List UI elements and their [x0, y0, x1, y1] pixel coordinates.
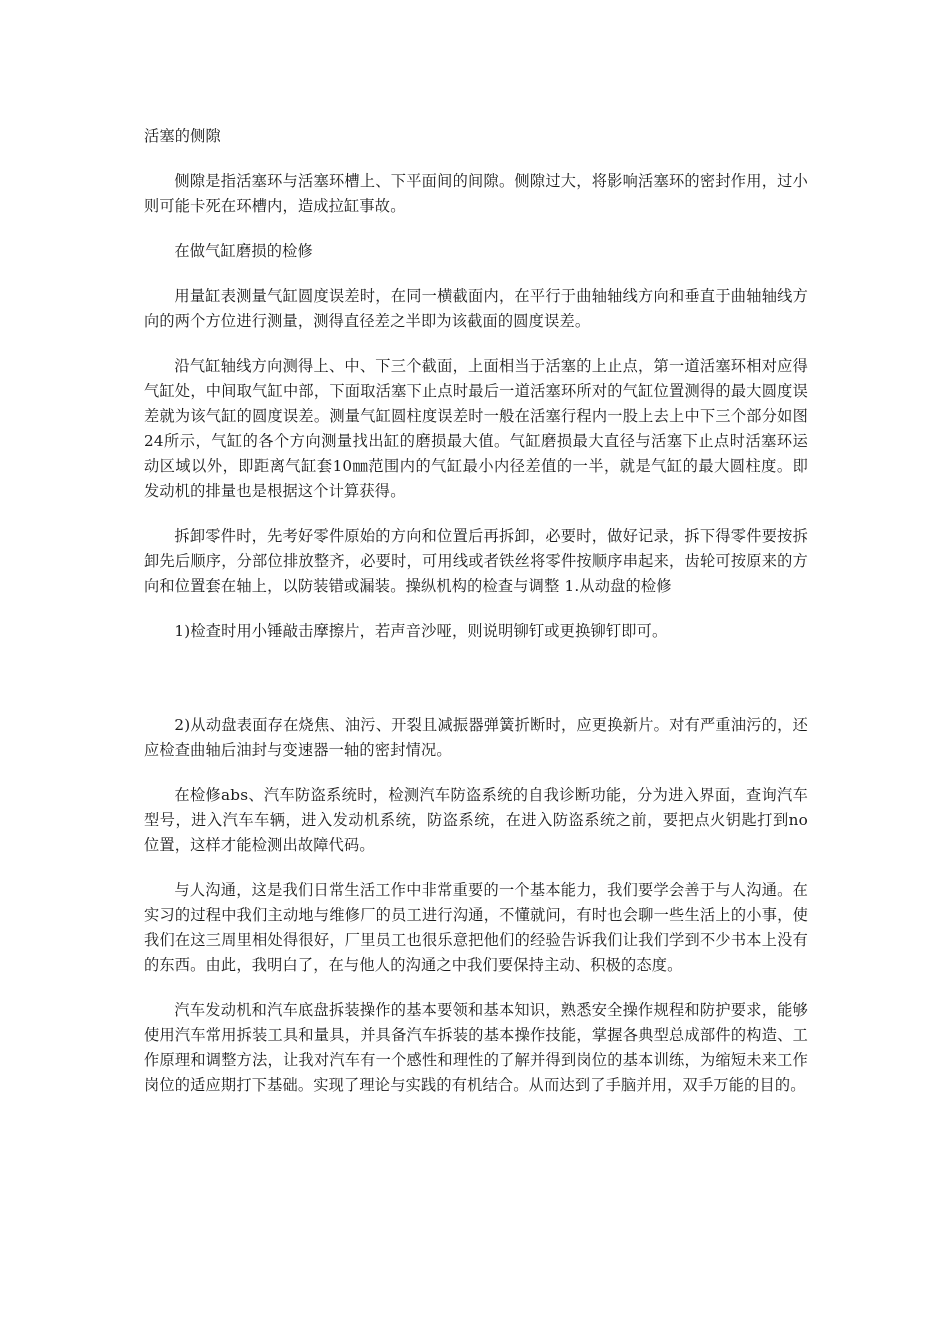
spacer: [144, 978, 808, 998]
spacer: [144, 599, 808, 619]
paragraph-disassembly: 拆卸零件时，先考好零件原始的方向和位置后再拆卸，必要时，做好记录，拆下得零件要按拆卸先后顺序，分部位排放整齐，必要时，可用线或者铁丝将零件按顺序串起来，齿轮可按原来的方向和位置套在轴上，以防装错或漏装。操纵机构的检查与调整 1.从动盘的检修: [144, 527, 808, 595]
spacer: [144, 858, 808, 878]
spacer: [144, 763, 808, 783]
spacer: [144, 149, 808, 169]
paragraph-cylindricity-measurement: 沿气缸轴线方向测得上、中、下三个截面，上面相当于活塞的上止点，第一道活塞环相对应得气缸处，中间取气缸中部，下面取活塞下止点时最后一道活塞环所对的气缸位置测得的最大圆度误差就为该气缸的圆度误差。测量气缸圆柱度误差时一般在活塞行程内一股上去上中下三个部分如图24所示，气缸的各个方向测量找出缸的磨损最大值。气缸磨损最大直径与活塞下止点时活塞环运动区域以外，即距离气缸套10㎜范围内的气缸最小内径差值的一半，就是气缸的最大圆柱度。即发动机的排量也是根据这个计算获得。: [144, 357, 808, 500]
paragraph-step-2: 2)从动盘表面存在烧焦、油污、开裂且减振器弹簧折断时，应更换新片。对有严重油污的，还应检查曲轴后油封与变速器一轴的密封情况。: [144, 716, 808, 759]
paragraph-step-1: 1)检查时用小锤敲击摩擦片，若声音沙哑，则说明铆钉或更换铆钉即可。: [174, 622, 668, 640]
paragraph-abs-antitheft: 在检修abs、汽车防盗系统时，检测汽车防盗系统的自我诊断功能，分为进入界面，查询汽车型号，进入汽车车辆，进入发动机系统，防盗系统，在进入防盗系统之前，要把点火钥匙打到no位置，这样才能检测出故障代码。: [144, 786, 808, 854]
spacer: [144, 644, 808, 713]
spacer: [144, 264, 808, 284]
paragraph-roundness-measurement: 用量缸表测量气缸圆度误差时，在同一横截面内，在平行于曲轴轴线方向和垂直于曲轴轴线方向的两个方位进行测量，测得直径差之半即为该截面的圆度误差。: [144, 287, 808, 330]
document-body: [144, 124, 808, 1098]
section-heading: 活塞的侧隙: [144, 127, 221, 145]
spacer: [144, 504, 808, 524]
paragraph-summary: 汽车发动机和汽车底盘拆装操作的基本要领和基本知识，熟悉安全操作规程和防护要求，能够使用汽车常用拆装工具和量具，并具备汽车拆装的基本操作技能，掌握各典型总成部件的构造、工作原理和调整方法，让我对汽车有一个感性和理性的了解并得到岗位的基本训练，为缩短未来工作岗位的适应期打下基础。实现了理论与实践的有机结合。从而达到了手脑并用，双手万能的目的。: [144, 1001, 808, 1094]
spacer: [144, 334, 808, 354]
spacer: [144, 219, 808, 239]
paragraph-cylinder-wear-heading: 在做气缸磨损的检修: [174, 242, 313, 260]
paragraph-communication: 与人沟通，这是我们日常生活工作中非常重要的一个基本能力，我们要学会善于与人沟通。在实习的过程中我们主动地与维修厂的员工进行沟通，不懂就问，有时也会聊一些生活上的小事，使我们在这三周里相处得很好，厂里员工也很乐意把他们的经验告诉我们让我们学到不少书本上没有的东西。由此，我明白了，在与他人的沟通之中我们要保持主动、积极的态度。: [144, 881, 808, 974]
paragraph-side-clearance: 侧隙是指活塞环与活塞环槽上、下平面间的间隙。侧隙过大，将影响活塞环的密封作用，过小则可能卡死在环槽内，造成拉缸事故。: [144, 172, 808, 215]
